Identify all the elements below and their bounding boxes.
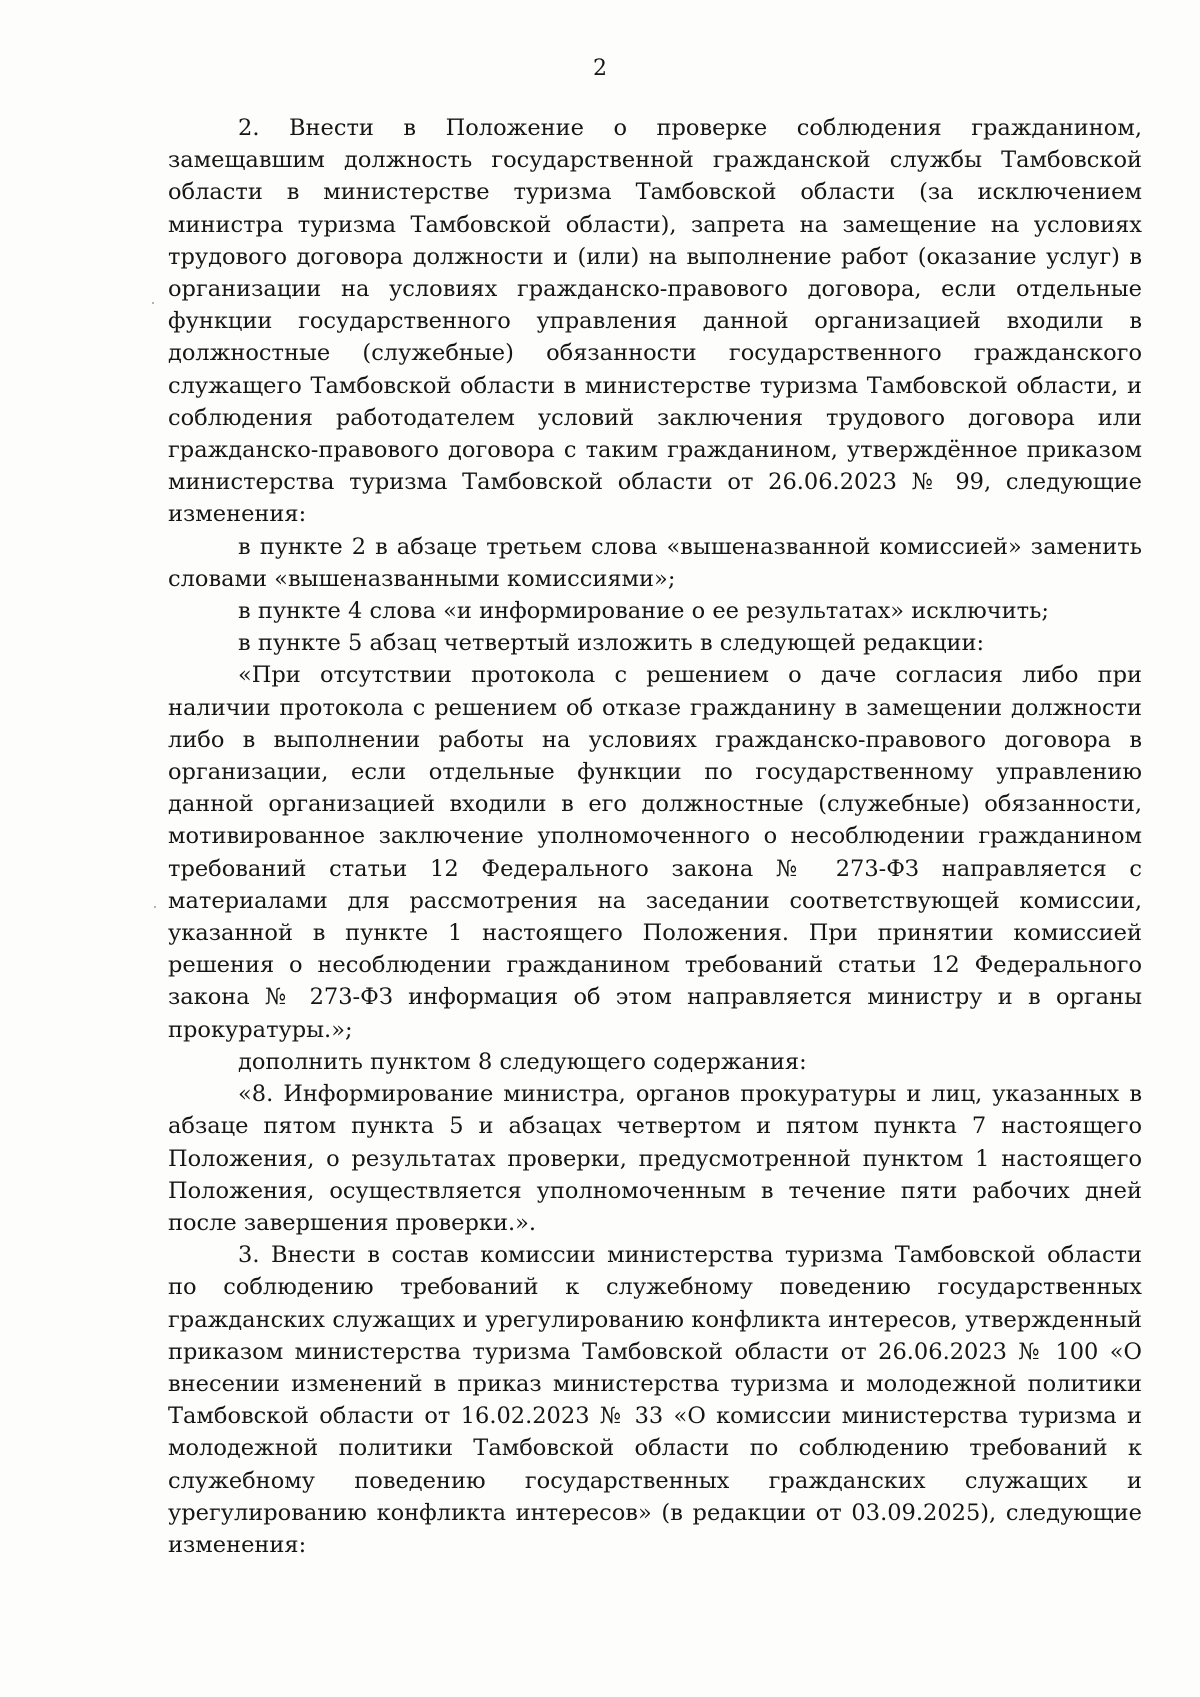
paragraph-point-5-new-text: «При отсутствии протокола с решением о даче согласия либо при наличии протокола с решением об отказе гражданину в замещении должности либо в выполнении работы на условиях гражданско-правового договора в организации, если отдельные функции по государственному управлению данной организацией входили в его должностные (служебные) обязанности, мотивированное заключение уполномоченного о несоблюдении гражданином требований статьи 12 Федерального закона № 273-ФЗ направляется с материалами для рассмотрения на заседании соответствующей комиссии, указанной в пункте 1 настоящего Положения. При принятии комиссией решения о несоблюдении гражданином требований статьи 12 Федерального закона № 273-ФЗ информация об этом направляется министру и в органы прокуратуры.»; [168,662,1142,1043]
paragraph-point-8-text: «8. Информирование министра, органов прокуратуры и лиц, указанных в абзаце пятом пункта 5 и абзацах четвертом и пятом пункта 7 настоящего Положения, о результатах проверки, предусмотренной пунктом 1 настоящего Положения, осуществляется уполномоченным в течение пяти рабочих дней после завершения проверки.». [168,1081,1142,1236]
paragraph-amend-point-2: в пункте 2 в абзаце третьем слова «вышеназванной комиссией» заменить словами «вышеназванными комиссиями»; [168,533,1142,592]
paragraph-item-2-intro: 2. Внести в Положение о проверке соблюдения гражданином, замещавшим должность государственной гражданской службы Тамбовской области в министерстве туризма Тамбовской области (за исключением министра туризма Тамбовской области), запрета на замещение на условиях трудового договора должности и (или) на выполнение работ (оказание услуг) в организации на условиях гражданско-правового договора, если отдельные функции государственного управления данной организацией входили в должностные (служебные) обязанности государственного гражданского служащего Тамбовской области в министерстве туризма Тамбовской области, и соблюдения работодателем условий заключения трудового договора или гражданско-правового договора с таким гражданином, утверждённое приказом министерства туризма Тамбовской области от 26.06.2023 № 99, следующие изменения: [168,115,1142,528]
paragraph-amend-point-4: в пункте 4 слова «и информирование о ее результатах» исключить; [238,598,1049,625]
paragraph-item-3-intro: 3. Внести в состав комиссии министерства туризма Тамбовской области по соблюдению требований к служебному поведению государственных гражданских служащих и урегулированию конфликта интересов, утвержденный приказом министерства туризма Тамбовской области от 26.06.2023 № 100 «О внесении изменений в приказ министерства туризма и молодежной политики Тамбовской области от 16.02.2023 № 33 «О комиссии министерства туризма и молодежной политики Тамбовской области по соблюдению требований к служебному поведению государственных гражданских служащих и урегулированию конфликта интересов» (в редакции от 03.09.2025), следующие изменения: [168,1242,1142,1558]
paragraph-amend-point-5: в пункте 5 абзац четвертый изложить в следующей редакции: [238,630,985,657]
scan-speck [154,906,156,908]
document-body [168,112,1142,1561]
paragraph-add-point-8: дополнить пунктом 8 следующего содержания: [238,1048,807,1075]
page-number: 2 [593,56,607,81]
scan-speck [152,302,154,304]
